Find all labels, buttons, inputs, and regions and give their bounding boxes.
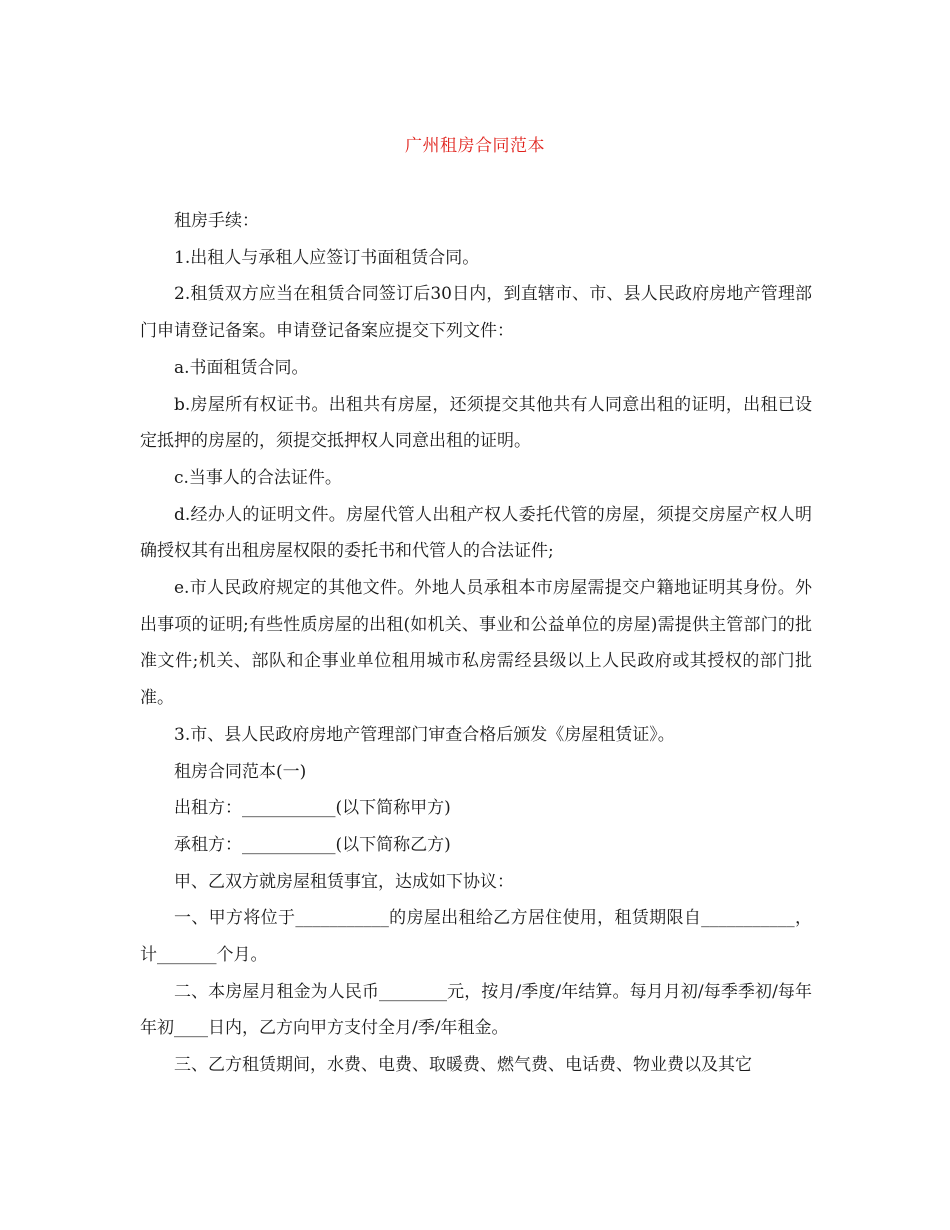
paragraph-template-heading: 租房合同范本(一)	[174, 761, 307, 782]
document-body	[140, 203, 812, 1084]
paragraph-item-1: 1.出租人与承租人应签订书面租赁合同。	[174, 247, 480, 268]
paragraph-clause-2: 二、本房屋月租金为人民币________元，按月/季度/年结算。每月月初/每季季初/每年年初____日内，乙方向甲方支付全月/季/年租金。	[140, 981, 812, 1039]
paragraph-item-a: a.书面租赁合同。	[174, 357, 309, 378]
paragraph-lessor: 出租方：___________(以下简称甲方)	[174, 798, 451, 819]
paragraph-clause-1: 一、甲方将位于___________的房屋出租给乙方居住使用，租赁期限自___________，计_______个月。	[140, 908, 812, 966]
paragraph-lessee: 承租方：___________(以下简称乙方)	[174, 834, 451, 855]
document-title: 广州租房合同范本	[405, 136, 545, 156]
paragraph-item-3: 3.市、县人民政府房地产管理部门审查合格后颁发《房屋租赁证》。	[174, 724, 675, 745]
paragraph-item-2: 2.租赁双方应当在租赁合同签订后30日内，到直辖市、市、县人民政府房地产管理部门申请登记备案。申请登记备案应提交下列文件：	[140, 284, 812, 342]
paragraph-item-b: b.房屋所有权证书。出租共有房屋，还须提交其他共有人同意出租的证明，出租已设定抵押的房屋的，须提交抵押权人同意出租的证明。	[140, 394, 812, 452]
paragraph-procedures-heading: 租房手续：	[174, 211, 259, 231]
paragraph-clause-3: 三、乙方租赁期间，水费、电费、取暖费、燃气费、电话费、物业费以及其它	[174, 1055, 752, 1076]
paragraph-item-d: d.经办人的证明文件。房屋代管人出租产权人委托代管的房屋，须提交房屋产权人明确授权其有出租房屋权限的委托书和代管人的合法证件;	[140, 504, 812, 562]
paragraph-item-e: e.市人民政府规定的其他文件。外地人员承租本市房屋需提交户籍地证明其身份。外出事项的证明;有些性质房屋的出租(如机关、事业和公益单位的房屋)需提供主管部门的批准文件;机关、部队和企事业单位租用城市私房需经县级以上人民政府或其授权的部门批准。	[140, 578, 812, 709]
paragraph-agreement-intro: 甲、乙双方就房屋租赁事宜，达成如下协议：	[174, 871, 514, 892]
paragraph-item-c: c.当事人的合法证件。	[174, 467, 342, 488]
